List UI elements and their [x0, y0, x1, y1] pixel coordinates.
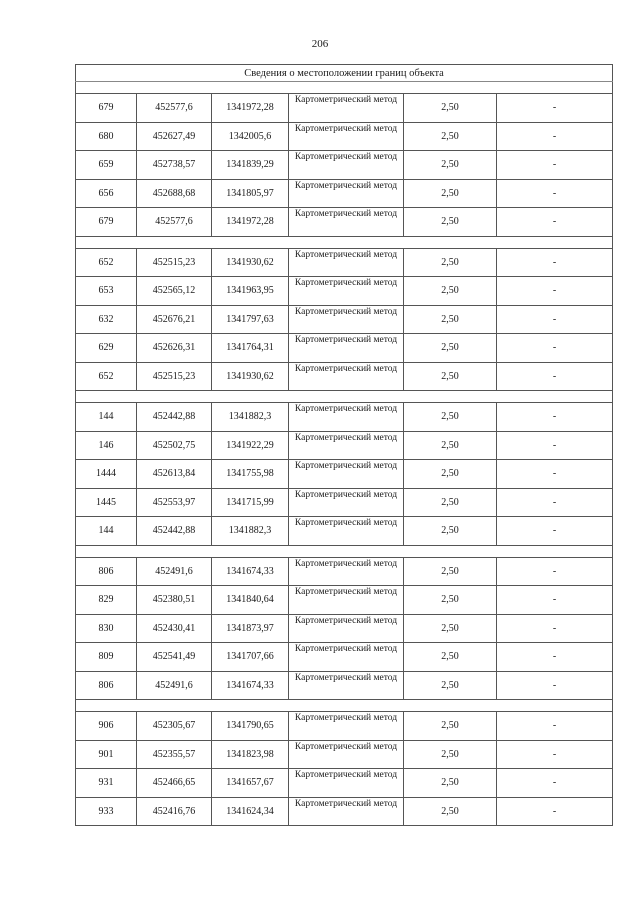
table-row — [76, 517, 613, 546]
table-row — [76, 122, 613, 151]
table-row — [76, 671, 613, 700]
x-coordinate-cell: 452515,23 — [137, 248, 212, 277]
group-separator — [76, 391, 613, 403]
accuracy-cell: 2,50 — [404, 122, 497, 151]
method-cell: Картометрический метод — [289, 769, 404, 798]
y-coordinate-cell: 1341930,62 — [212, 248, 289, 277]
note-cell: - — [497, 740, 613, 769]
point-number-cell: 679 — [76, 94, 137, 123]
note-cell: - — [497, 248, 613, 277]
method-cell: Картометрический метод — [289, 403, 404, 432]
table-row — [76, 305, 613, 334]
note-cell: - — [497, 557, 613, 586]
accuracy-cell: 2,50 — [404, 151, 497, 180]
group-separator-row — [76, 236, 613, 248]
y-coordinate-cell: 1341755,98 — [212, 460, 289, 489]
accuracy-cell: 2,50 — [404, 248, 497, 277]
method-cell: Картометрический метод — [289, 277, 404, 306]
method-cell: Картометрический метод — [289, 334, 404, 363]
table-row — [76, 179, 613, 208]
point-number-cell: 659 — [76, 151, 137, 180]
x-coordinate-cell: 452565,12 — [137, 277, 212, 306]
point-number-cell: 1445 — [76, 488, 137, 517]
accuracy-cell: 2,50 — [404, 362, 497, 391]
accuracy-cell: 2,50 — [404, 586, 497, 615]
point-number-cell: 806 — [76, 671, 137, 700]
x-coordinate-cell: 452613,84 — [137, 460, 212, 489]
x-coordinate-cell: 452305,67 — [137, 712, 212, 741]
point-number-cell: 830 — [76, 614, 137, 643]
table-row — [76, 586, 613, 615]
note-cell: - — [497, 208, 613, 237]
table-row — [76, 208, 613, 237]
method-cell: Картометрический метод — [289, 305, 404, 334]
table-row — [76, 488, 613, 517]
method-cell: Картометрический метод — [289, 208, 404, 237]
point-number-cell: 931 — [76, 769, 137, 798]
method-cell: Картометрический метод — [289, 643, 404, 672]
y-coordinate-cell: 1341624,34 — [212, 797, 289, 826]
method-cell: Картометрический метод — [289, 488, 404, 517]
y-coordinate-cell: 1341790,65 — [212, 712, 289, 741]
table-row — [76, 334, 613, 363]
table-row — [76, 277, 613, 306]
table-row — [76, 460, 613, 489]
y-coordinate-cell: 1341805,97 — [212, 179, 289, 208]
x-coordinate-cell: 452626,31 — [137, 334, 212, 363]
note-cell: - — [497, 586, 613, 615]
x-coordinate-cell: 452553,97 — [137, 488, 212, 517]
x-coordinate-cell: 452676,21 — [137, 305, 212, 334]
method-cell: Картометрический метод — [289, 740, 404, 769]
point-number-cell: 933 — [76, 797, 137, 826]
method-cell: Картометрический метод — [289, 248, 404, 277]
table-row — [76, 769, 613, 798]
x-coordinate-cell: 452627,49 — [137, 122, 212, 151]
point-number-cell: 806 — [76, 557, 137, 586]
point-number-cell: 1444 — [76, 460, 137, 489]
accuracy-cell: 2,50 — [404, 740, 497, 769]
x-coordinate-cell: 452541,49 — [137, 643, 212, 672]
note-cell: - — [497, 460, 613, 489]
table-row — [76, 614, 613, 643]
point-number-cell: 144 — [76, 403, 137, 432]
method-cell: Картометрический метод — [289, 614, 404, 643]
y-coordinate-cell: 1341882,3 — [212, 403, 289, 432]
group-separator-row — [76, 391, 613, 403]
group-separator-row — [76, 700, 613, 712]
y-coordinate-cell: 1341764,31 — [212, 334, 289, 363]
y-coordinate-cell: 1341715,99 — [212, 488, 289, 517]
y-coordinate-cell: 1341930,62 — [212, 362, 289, 391]
point-number-cell: 906 — [76, 712, 137, 741]
table-title-row — [76, 65, 613, 82]
y-coordinate-cell: 1341657,67 — [212, 769, 289, 798]
accuracy-cell: 2,50 — [404, 94, 497, 123]
method-cell: Картометрический метод — [289, 362, 404, 391]
method-cell: Картометрический метод — [289, 151, 404, 180]
table-row — [76, 740, 613, 769]
y-coordinate-cell: 1341823,98 — [212, 740, 289, 769]
accuracy-cell: 2,50 — [404, 712, 497, 741]
x-coordinate-cell: 452430,41 — [137, 614, 212, 643]
y-coordinate-cell: 1341963,95 — [212, 277, 289, 306]
note-cell: - — [497, 94, 613, 123]
table-row — [76, 712, 613, 741]
x-coordinate-cell: 452502,75 — [137, 431, 212, 460]
point-number-cell: 632 — [76, 305, 137, 334]
y-coordinate-cell: 1341873,97 — [212, 614, 289, 643]
point-number-cell: 679 — [76, 208, 137, 237]
x-coordinate-cell: 452491,6 — [137, 671, 212, 700]
table-row — [76, 94, 613, 123]
table-row — [76, 248, 613, 277]
note-cell: - — [497, 797, 613, 826]
method-cell: Картометрический метод — [289, 517, 404, 546]
accuracy-cell: 2,50 — [404, 557, 497, 586]
x-coordinate-cell: 452515,23 — [137, 362, 212, 391]
point-number-cell: 809 — [76, 643, 137, 672]
method-cell: Картометрический метод — [289, 431, 404, 460]
group-separator — [76, 82, 613, 94]
accuracy-cell: 2,50 — [404, 179, 497, 208]
note-cell: - — [497, 614, 613, 643]
x-coordinate-cell: 452688,68 — [137, 179, 212, 208]
y-coordinate-cell: 1341674,33 — [212, 557, 289, 586]
note-cell: - — [497, 305, 613, 334]
x-coordinate-cell: 452442,88 — [137, 403, 212, 432]
table-title: Сведения о местоположении границ объекта — [76, 65, 613, 82]
point-number-cell: 144 — [76, 517, 137, 546]
y-coordinate-cell: 1342005,6 — [212, 122, 289, 151]
accuracy-cell: 2,50 — [404, 671, 497, 700]
accuracy-cell: 2,50 — [404, 431, 497, 460]
note-cell: - — [497, 122, 613, 151]
method-cell: Картометрический метод — [289, 179, 404, 208]
note-cell: - — [497, 362, 613, 391]
y-coordinate-cell: 1341707,66 — [212, 643, 289, 672]
note-cell: - — [497, 179, 613, 208]
accuracy-cell: 2,50 — [404, 797, 497, 826]
accuracy-cell: 2,50 — [404, 488, 497, 517]
y-coordinate-cell: 1341972,28 — [212, 94, 289, 123]
method-cell: Картометрический метод — [289, 712, 404, 741]
method-cell: Картометрический метод — [289, 586, 404, 615]
point-number-cell: 146 — [76, 431, 137, 460]
boundary-coordinates-table — [75, 64, 613, 826]
accuracy-cell: 2,50 — [404, 305, 497, 334]
x-coordinate-cell: 452442,88 — [137, 517, 212, 546]
point-number-cell: 652 — [76, 362, 137, 391]
note-cell: - — [497, 769, 613, 798]
table-row — [76, 151, 613, 180]
accuracy-cell: 2,50 — [404, 614, 497, 643]
note-cell: - — [497, 671, 613, 700]
group-separator-row — [76, 82, 613, 94]
group-separator — [76, 700, 613, 712]
table-row — [76, 431, 613, 460]
y-coordinate-cell: 1341797,63 — [212, 305, 289, 334]
accuracy-cell: 2,50 — [404, 403, 497, 432]
x-coordinate-cell: 452380,51 — [137, 586, 212, 615]
table-row — [76, 362, 613, 391]
group-separator-row — [76, 545, 613, 557]
point-number-cell: 652 — [76, 248, 137, 277]
accuracy-cell: 2,50 — [404, 643, 497, 672]
x-coordinate-cell: 452738,57 — [137, 151, 212, 180]
note-cell: - — [497, 431, 613, 460]
point-number-cell: 653 — [76, 277, 137, 306]
x-coordinate-cell: 452355,57 — [137, 740, 212, 769]
method-cell: Картометрический метод — [289, 557, 404, 586]
note-cell: - — [497, 334, 613, 363]
table-row — [76, 643, 613, 672]
point-number-cell: 901 — [76, 740, 137, 769]
y-coordinate-cell: 1341882,3 — [212, 517, 289, 546]
note-cell: - — [497, 277, 613, 306]
y-coordinate-cell: 1341922,29 — [212, 431, 289, 460]
method-cell: Картометрический метод — [289, 94, 404, 123]
method-cell: Картометрический метод — [289, 122, 404, 151]
point-number-cell: 656 — [76, 179, 137, 208]
point-number-cell: 680 — [76, 122, 137, 151]
accuracy-cell: 2,50 — [404, 460, 497, 489]
x-coordinate-cell: 452577,6 — [137, 208, 212, 237]
note-cell: - — [497, 517, 613, 546]
table-row — [76, 557, 613, 586]
method-cell: Картометрический метод — [289, 671, 404, 700]
accuracy-cell: 2,50 — [404, 334, 497, 363]
page-number: 206 — [311, 38, 329, 50]
method-cell: Картометрический метод — [289, 797, 404, 826]
y-coordinate-cell: 1341972,28 — [212, 208, 289, 237]
note-cell: - — [497, 712, 613, 741]
group-separator — [76, 545, 613, 557]
y-coordinate-cell: 1341839,29 — [212, 151, 289, 180]
table-row — [76, 403, 613, 432]
x-coordinate-cell: 452491,6 — [137, 557, 212, 586]
accuracy-cell: 2,50 — [404, 517, 497, 546]
note-cell: - — [497, 643, 613, 672]
table-row — [76, 797, 613, 826]
note-cell: - — [497, 403, 613, 432]
note-cell: - — [497, 151, 613, 180]
accuracy-cell: 2,50 — [404, 769, 497, 798]
x-coordinate-cell: 452577,6 — [137, 94, 212, 123]
method-cell: Картометрический метод — [289, 460, 404, 489]
x-coordinate-cell: 452416,76 — [137, 797, 212, 826]
x-coordinate-cell: 452466,65 — [137, 769, 212, 798]
group-separator — [76, 236, 613, 248]
note-cell: - — [497, 488, 613, 517]
point-number-cell: 629 — [76, 334, 137, 363]
point-number-cell: 829 — [76, 586, 137, 615]
y-coordinate-cell: 1341674,33 — [212, 671, 289, 700]
accuracy-cell: 2,50 — [404, 208, 497, 237]
accuracy-cell: 2,50 — [404, 277, 497, 306]
y-coordinate-cell: 1341840,64 — [212, 586, 289, 615]
